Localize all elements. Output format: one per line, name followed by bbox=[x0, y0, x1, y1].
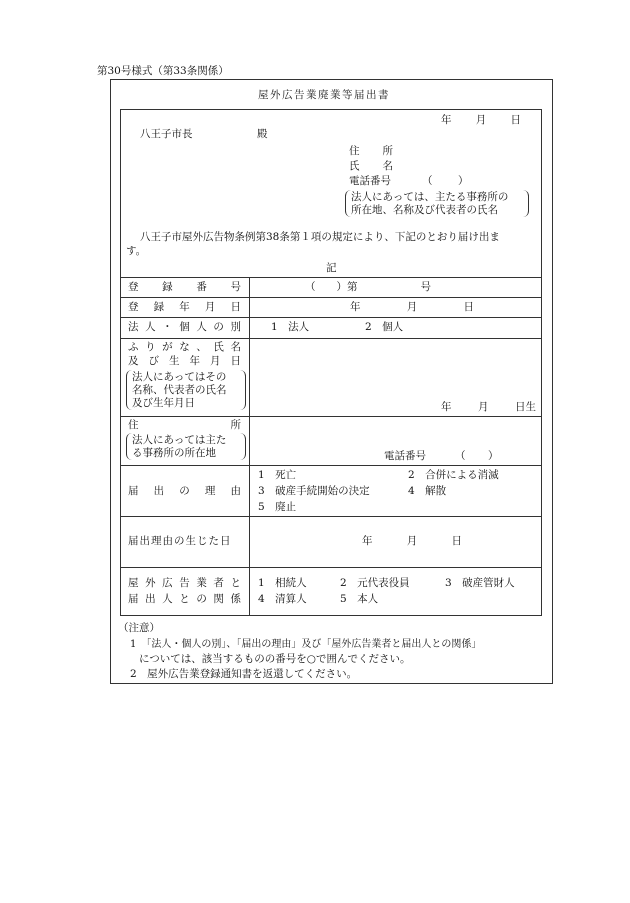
row-divider bbox=[120, 416, 542, 417]
applicant-note-line-2: 所在地、名称及び代表者の氏名 bbox=[351, 204, 498, 216]
row-divider bbox=[120, 567, 542, 568]
reason-option-2: 2 合併による消滅 bbox=[408, 469, 499, 481]
note-1-line-2: については、該当するものの番号を○で囲んでください。 bbox=[139, 653, 411, 665]
address-phone-label: 電話番号 bbox=[384, 450, 426, 462]
entity-type-option-2: 2 個人 bbox=[365, 321, 404, 333]
addressee: 八王子市長 bbox=[140, 128, 193, 140]
applicant-note-line-1: 法人にあっては、主たる事務所の bbox=[351, 191, 509, 203]
name-birth-label-2: 及 び 生 年 月 日 bbox=[128, 355, 241, 367]
address-note-1: 法人にあっては主た bbox=[132, 434, 227, 446]
reg-number-value: （ ）第 号 bbox=[305, 281, 431, 293]
reason-date-label: 届出理由の生じた日 bbox=[128, 535, 232, 547]
relation-label-2: 届 出 人 と の 関 係 bbox=[128, 593, 241, 605]
relation-option-3: 3 破産管財人 bbox=[445, 577, 515, 589]
row-divider bbox=[120, 465, 542, 466]
reason-option-4: 4 解散 bbox=[408, 485, 447, 497]
date-day-label: 日 bbox=[510, 114, 521, 126]
form-title: 屋外広告業廃業等届出書 bbox=[258, 89, 390, 101]
applicant-phone-label: 電話番号 bbox=[349, 175, 391, 187]
row-divider bbox=[120, 338, 542, 339]
statement-line-2: す。 bbox=[126, 245, 147, 257]
reason-date-value: 年 月 日 bbox=[362, 535, 462, 547]
relation-label-1: 屋 外 広 告 業 者 と bbox=[128, 577, 241, 589]
column-divider bbox=[249, 277, 250, 616]
row-divider bbox=[120, 516, 542, 517]
date-line bbox=[441, 114, 521, 127]
ki-mark: 記 bbox=[326, 262, 337, 274]
entity-type-label: 法 人 ・ 個 人 の 別 bbox=[128, 321, 241, 333]
reason-option-3: 3 破産手続開始の決定 bbox=[258, 485, 370, 497]
honorific: 殿 bbox=[257, 128, 268, 140]
relation-option-5: 5 本人 bbox=[340, 593, 379, 605]
date-month-label: 月 bbox=[475, 114, 487, 126]
statement-line-1: 八王子市屋外広告物条例第38条第１項の規定により、下記のとおり届け出ま bbox=[140, 231, 500, 243]
relation-option-4: 4 清算人 bbox=[258, 593, 307, 605]
name-birth-label-1: ふ り が な 、 氏 名 bbox=[128, 341, 241, 353]
reg-date-value: 年 月 日 bbox=[350, 301, 474, 313]
birth-date-value: 年 月 日生 bbox=[441, 401, 536, 413]
reason-option-5: 5 廃止 bbox=[258, 501, 297, 513]
address-note-2: る事務所の所在地 bbox=[132, 447, 216, 459]
relation-option-2: 2 元代表役員 bbox=[340, 577, 410, 589]
date-year-label: 年 bbox=[441, 114, 452, 126]
address-label: 住 所 bbox=[128, 419, 241, 431]
row-divider bbox=[120, 317, 542, 318]
name-birth-note-3: 及び生年月日 bbox=[132, 397, 195, 409]
name-birth-note-2: 名称、代表者の氏名 bbox=[132, 384, 227, 396]
applicant-phone-open-paren: （ bbox=[422, 175, 433, 187]
applicant-address-label: 住 所 bbox=[349, 145, 393, 157]
applicant-phone-close-paren: ） bbox=[458, 175, 469, 187]
name-birth-note-1: 法人にあってはその bbox=[132, 371, 227, 383]
reason-option-1: 1 死亡 bbox=[258, 469, 297, 481]
form-number: 第30号様式（第33条関係） bbox=[97, 65, 229, 77]
address-phone-open-paren: （ bbox=[455, 450, 466, 462]
notes-header: （注意） bbox=[118, 622, 160, 634]
entity-type-option-1: 1 法人 bbox=[271, 321, 310, 333]
note-2: 2 屋外広告業登録通知書を返還してください。 bbox=[130, 668, 358, 680]
reg-number-label: 登 録 番 号 bbox=[128, 281, 241, 293]
row-divider bbox=[120, 297, 542, 298]
reg-date-label: 登 録 年 月 日 bbox=[128, 301, 241, 313]
reason-label: 届 出 の 理 由 bbox=[128, 485, 241, 497]
row-divider bbox=[120, 277, 542, 278]
relation-option-1: 1 相続人 bbox=[258, 577, 307, 589]
address-phone-close-paren: ） bbox=[488, 450, 499, 462]
applicant-name-label: 氏 名 bbox=[349, 160, 393, 172]
note-1-line-1: 1 「法人・個人の別」、「届出の理由」及び「屋外広告業者と届出人との関係」 bbox=[130, 639, 482, 650]
